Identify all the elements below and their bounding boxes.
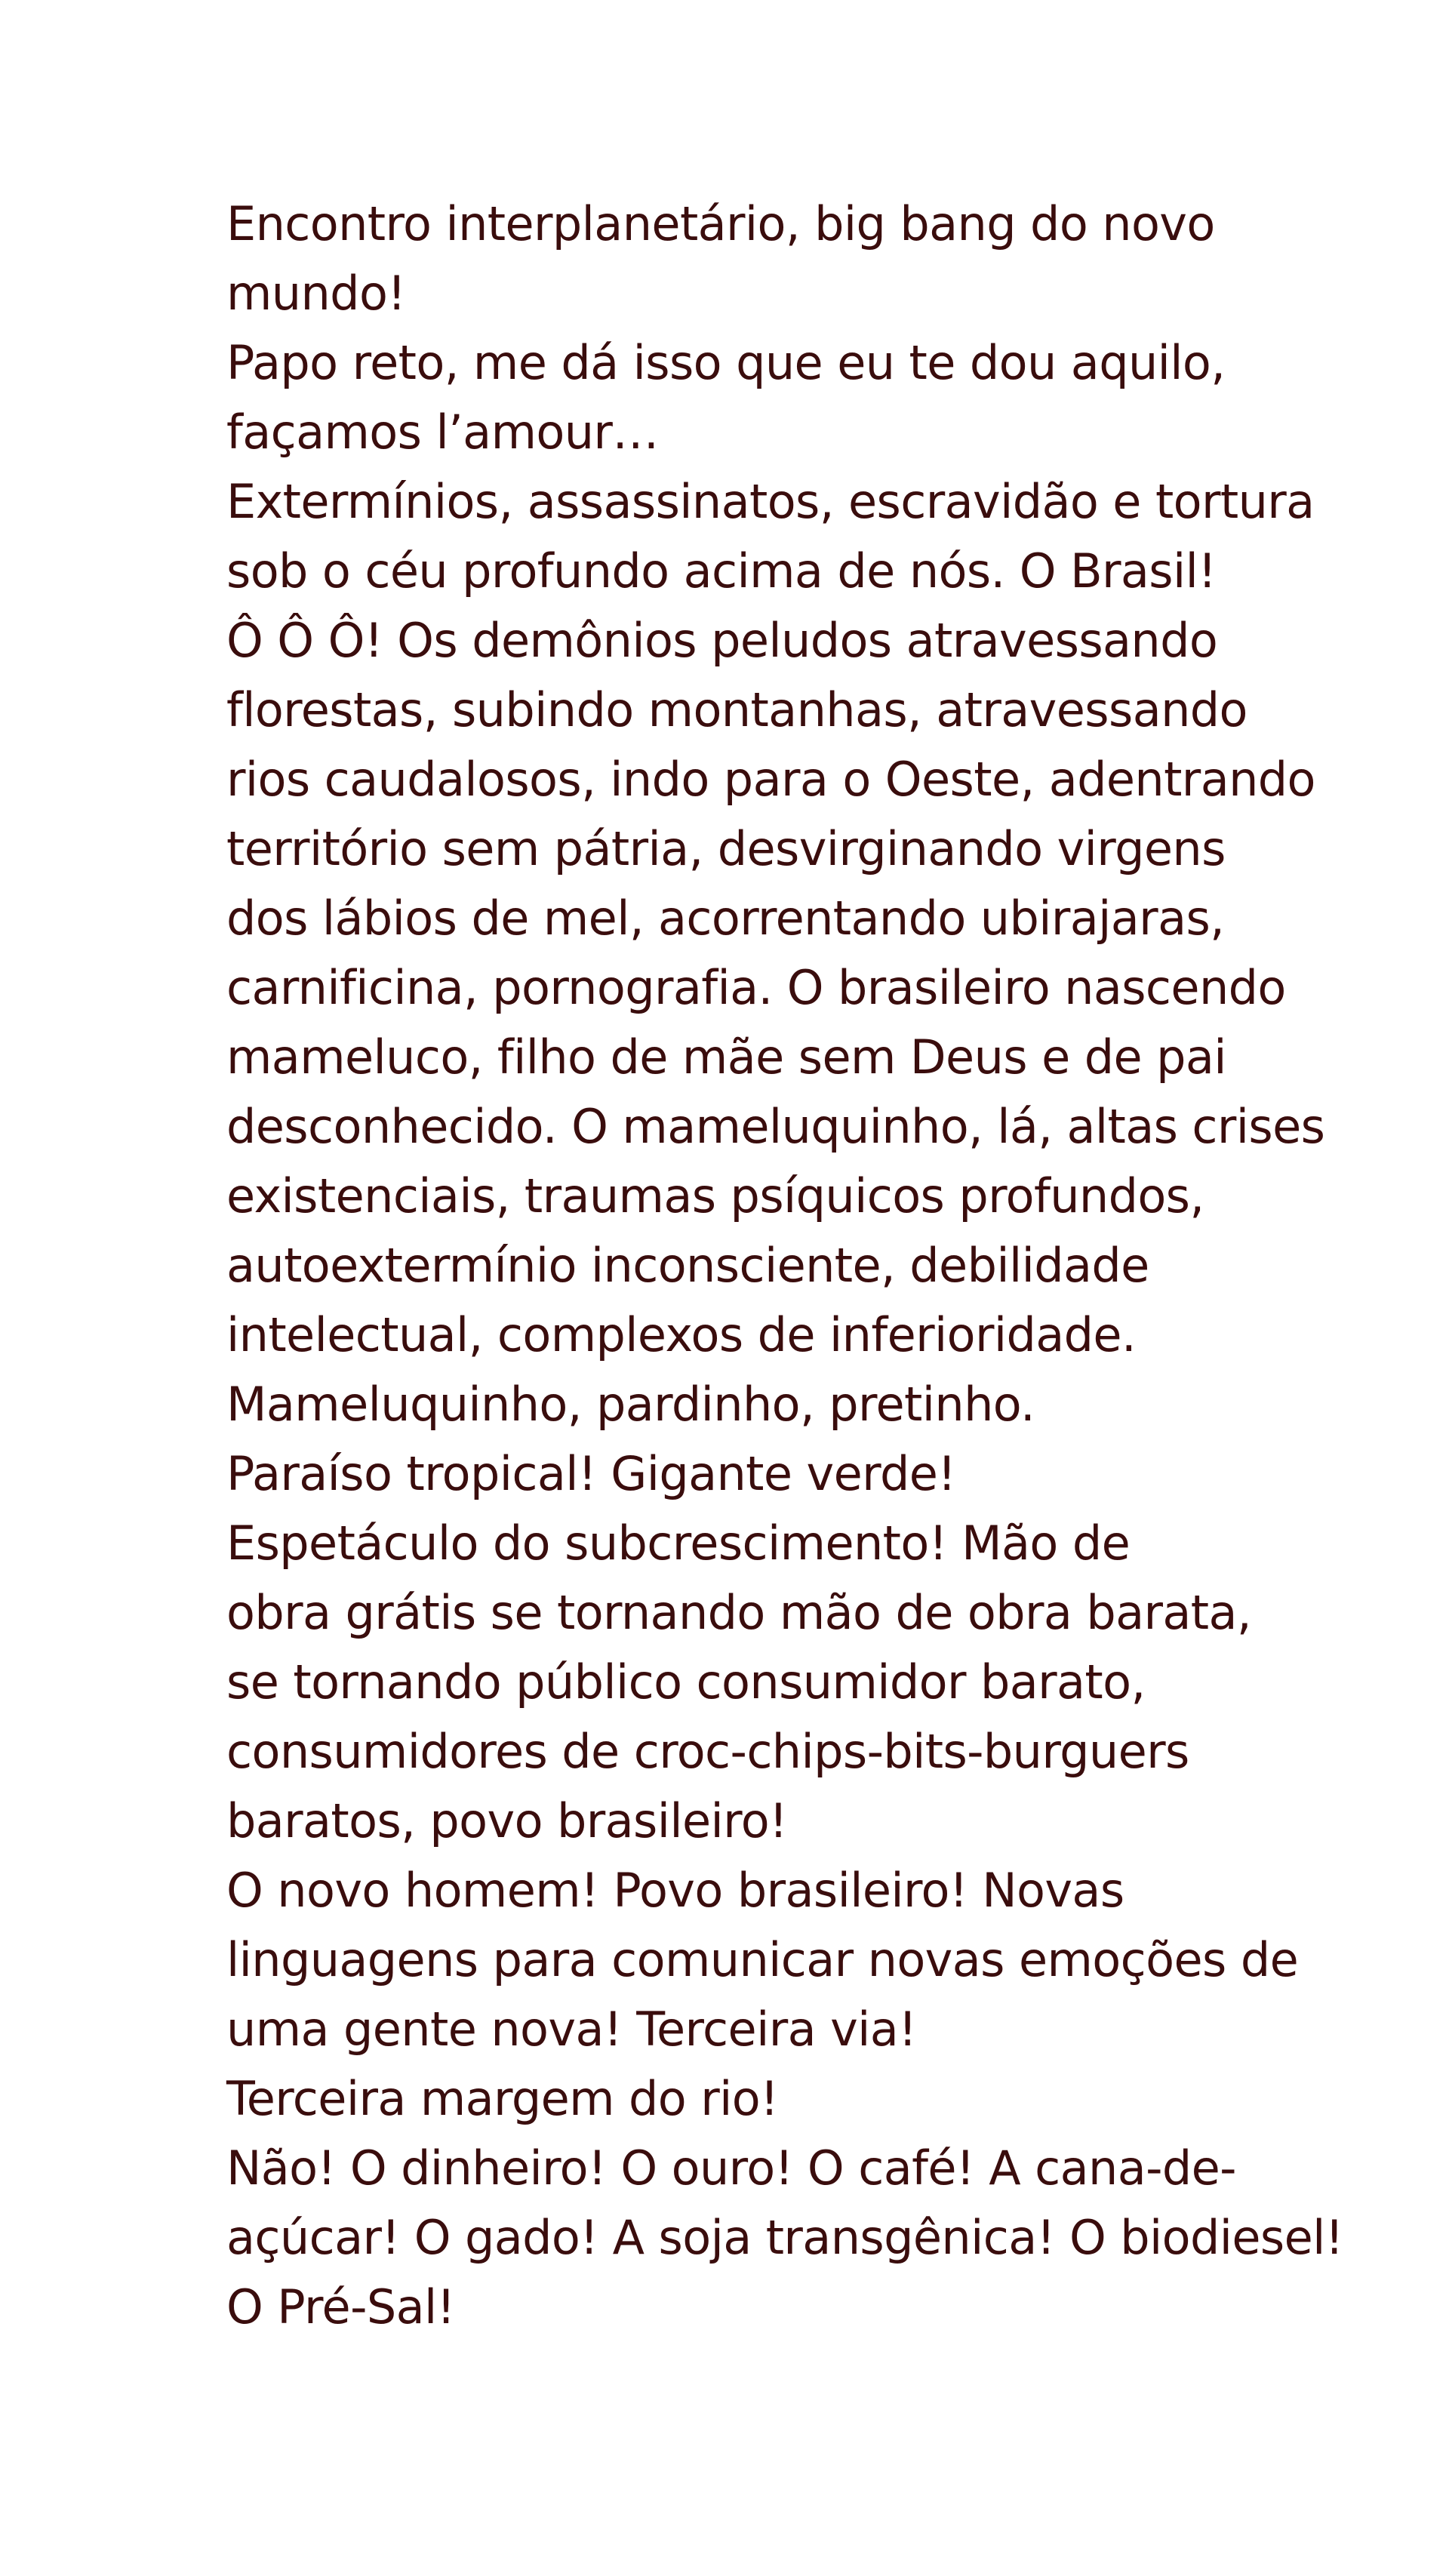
text-line-4: façamos l’amour… <box>226 405 659 460</box>
text-line-9: rios caudalosos, indo para o Oeste, adentrando <box>226 752 1315 807</box>
text-line-23: consumidores de croc-chips-bits-burguers <box>226 1724 1189 1779</box>
text-line-28: Terceira margem do rio! <box>226 2071 779 2126</box>
text-line-14: desconhecido. O mameluquinho, lá, altas crises <box>226 1099 1325 1154</box>
text-line-25: O novo homem! Povo brasileiro! Novas <box>226 1863 1124 1918</box>
text-line-1: Encontro interplanetário, big bang do novo <box>226 196 1215 251</box>
text-line-2: mundo! <box>226 266 406 321</box>
text-line-26: linguagens para comunicar novas emoções de <box>226 1932 1299 1987</box>
poem-text <box>226 189 1404 2342</box>
text-line-20: Espetáculo do subcrescimento! Mão de <box>226 1516 1131 1571</box>
text-line-8: florestas, subindo montanhas, atravessando <box>226 682 1247 737</box>
text-line-11: dos lábios de mel, acorrentando ubirajaras, <box>226 891 1225 946</box>
text-line-31: O Pré-Sal! <box>226 2279 455 2334</box>
text-line-17: intelectual, complexos de inferioridade. <box>226 1307 1137 1362</box>
text-line-16: autoextermínio inconsciente, debilidade <box>226 1238 1149 1293</box>
text-line-6: sob o céu profundo acima de nós. O Brasil! <box>226 543 1217 599</box>
text-line-3: Papo reto, me dá isso que eu te dou aquilo, <box>226 335 1226 390</box>
text-line-12: carnificina, pornografia. O brasileiro nascendo <box>226 960 1286 1015</box>
text-line-24: baratos, povo brasileiro! <box>226 1793 788 1848</box>
text-line-10: território sem pátria, desvirginando virgens <box>226 821 1226 876</box>
text-line-5: Extermínios, assassinatos, escravidão e tortura <box>226 474 1315 529</box>
text-line-27: uma gente nova! Terceira via! <box>226 2002 917 2057</box>
text-line-15: existenciais, traumas psíquicos profundos, <box>226 1168 1204 1223</box>
text-line-29: Não! O dinheiro! O ouro! O café! A cana-de- <box>226 2141 1236 2196</box>
text-line-18: Mameluquinho, pardinho, pretinho. <box>226 1377 1035 1432</box>
text-line-19: Paraíso tropical! Gigante verde! <box>226 1446 956 1501</box>
text-line-21: obra grátis se tornando mão de obra barata, <box>226 1585 1251 1640</box>
text-line-7: Ô Ô Ô! Os demônios peludos atravessando <box>226 613 1218 668</box>
text-line-30: açúcar! O gado! A soja transgênica! O biodiesel! <box>226 2210 1344 2265</box>
text-line-13: mameluco, filho de mãe sem Deus e de pai <box>226 1029 1226 1085</box>
text-line-22: se tornando público consumidor barato, <box>226 1654 1146 1710</box>
